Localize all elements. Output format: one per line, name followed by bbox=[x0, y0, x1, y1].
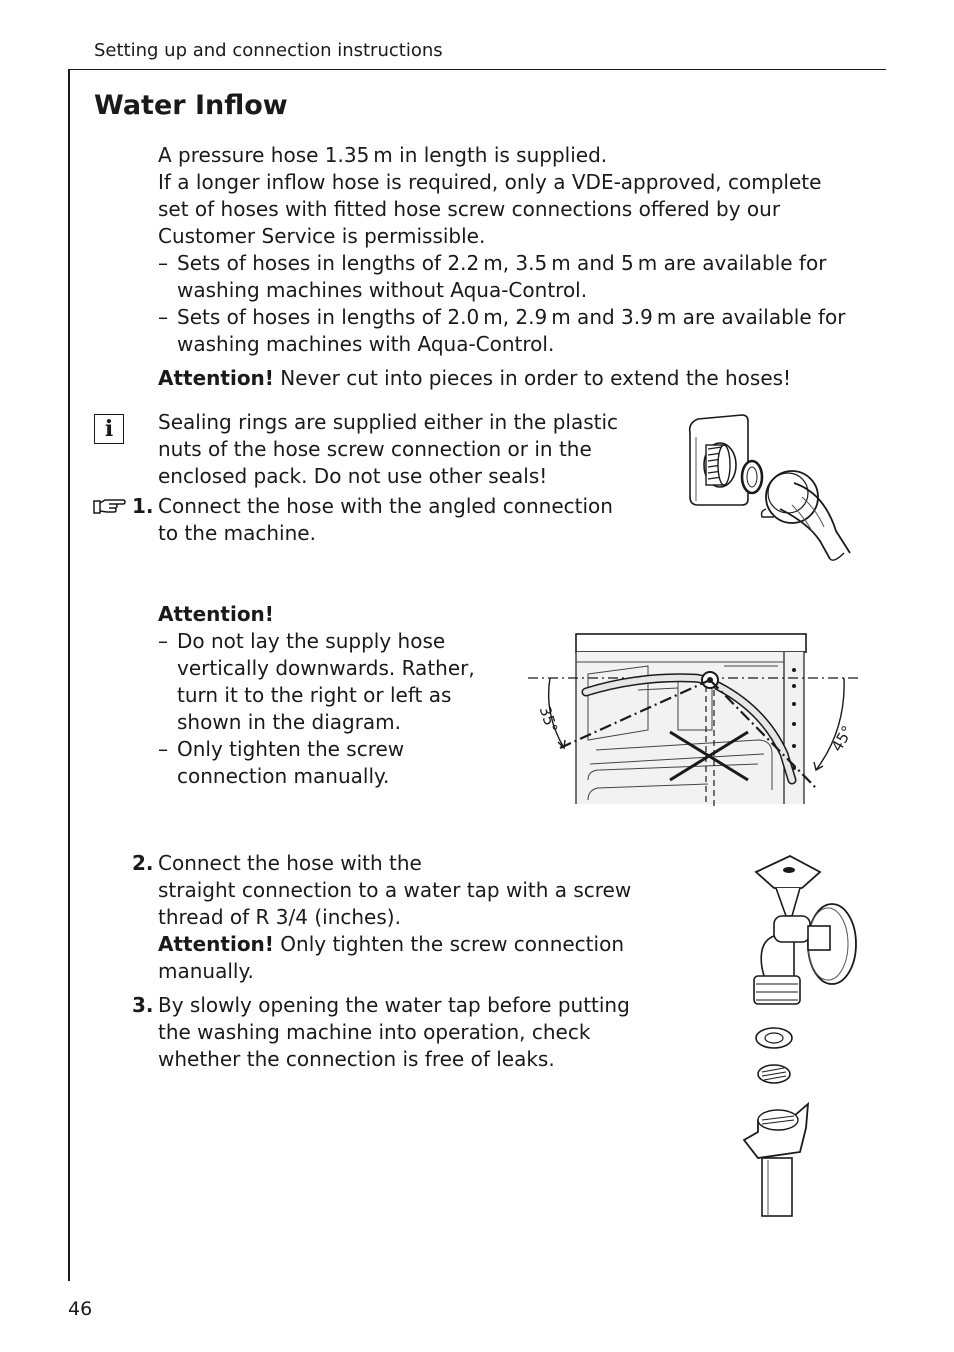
dash-bullet: – bbox=[158, 305, 168, 329]
left-margin-rule bbox=[68, 69, 70, 1281]
intro-dash-item bbox=[158, 304, 858, 358]
running-head: Setting up and connection instructions bbox=[94, 40, 443, 61]
angle-label-right: 45° bbox=[827, 722, 857, 755]
step-2-line-2: straight connection to a water tap with a screw thread of R 3/4 (inches). bbox=[158, 878, 632, 929]
dash-bullet: – bbox=[158, 737, 168, 761]
intro-dash-text: Sets of hoses in lengths of 2.2 m, 3.5 m and 5 m are available for washing machines without Aqua-Control. bbox=[177, 251, 827, 302]
attention-block bbox=[158, 601, 478, 790]
header-rule bbox=[68, 69, 886, 70]
attention-block-label: Attention! bbox=[158, 602, 274, 626]
intro-line-1: A pressure hose 1.35 m in length is supplied. bbox=[158, 143, 608, 167]
intro-line-2: If a longer inflow hose is required, only a VDE-approved, complete set of hoses with fitted hose screw connections offered by our Customer Service is permissible. bbox=[158, 170, 822, 248]
page-title: Water Inflow bbox=[94, 90, 288, 121]
attention-dash-item bbox=[158, 736, 478, 790]
intro-dash-text: Sets of hoses in lengths of 2.0 m, 2.9 m and 3.9 m are available for washing machines with Aqua-Control. bbox=[177, 305, 846, 356]
step-2-line-1: Connect the hose with the bbox=[158, 851, 422, 875]
attention-dash-text: Only tighten the screw connection manually. bbox=[177, 737, 405, 788]
intro-block bbox=[158, 142, 858, 392]
angle-label-left: 35° bbox=[535, 704, 562, 735]
dash-bullet: – bbox=[158, 629, 168, 653]
intro-attention bbox=[158, 365, 858, 392]
step-2-attention bbox=[158, 931, 633, 985]
hose-angle-diagram bbox=[528, 630, 858, 806]
attention-text: Never cut into pieces in order to extend the hoses! bbox=[273, 366, 792, 390]
info-note-text: Sealing rings are supplied either in the plastic nuts of the hose screw connection or in the enclosed pack. Do not use other seals! bbox=[158, 410, 619, 488]
attention-text: Only tighten the screw connection manually. bbox=[158, 932, 624, 983]
attention-label: Attention! bbox=[158, 932, 274, 956]
info-icon: i bbox=[94, 414, 124, 444]
step-number: 2. bbox=[132, 851, 154, 875]
attention-label: Attention! bbox=[158, 366, 274, 390]
step-2-text bbox=[158, 850, 633, 985]
page-number: 46 bbox=[68, 1298, 93, 1320]
attention-dash-text: Do not lay the supply hose vertically downwards. Rather, turn it to the right or left as shown in the diagram. bbox=[177, 629, 475, 734]
hose-fitting-illustration bbox=[684, 413, 864, 563]
step-number: 1. bbox=[132, 494, 154, 518]
step-1-text: Connect the hose with the angled connection to the machine. bbox=[158, 494, 613, 545]
step-number: 3. bbox=[132, 993, 154, 1017]
hand-pointer-icon bbox=[93, 497, 127, 517]
dash-bullet: – bbox=[158, 251, 168, 275]
water-tap-illustration bbox=[734, 852, 864, 1222]
attention-dash-item bbox=[158, 628, 478, 736]
step-3-text: By slowly opening the water tap before putting the washing machine into operation, check whether the connection is free of leaks. bbox=[158, 993, 630, 1071]
intro-dash-item bbox=[158, 250, 858, 304]
